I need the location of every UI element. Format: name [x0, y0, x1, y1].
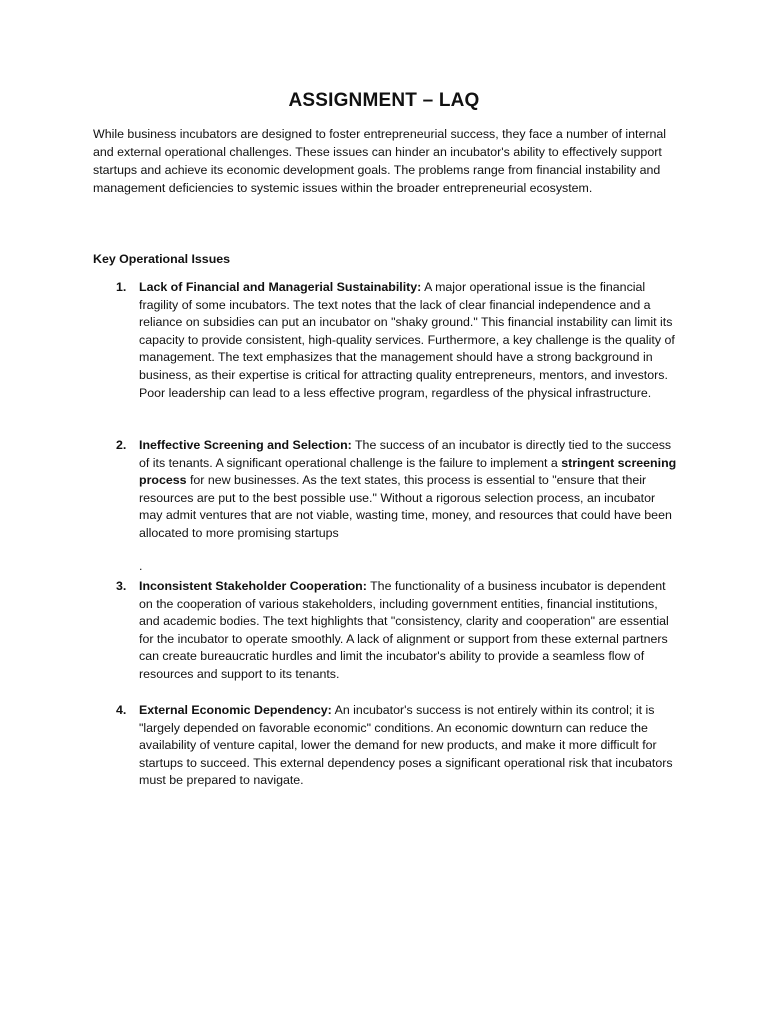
list-item-text	[139, 437, 679, 543]
list-item-text	[139, 702, 679, 790]
document-title: ASSIGNMENT – LAQ	[288, 90, 480, 111]
list-item-number: 4.	[116, 703, 127, 717]
list-item-body: The success of an incubator is directly tied to the success of its tenants. A significant operational challenge is the failure to implement a	[139, 438, 672, 470]
list-item-text	[139, 279, 679, 402]
list-item-heading: Inconsistent Stakeholder Cooperation:	[139, 579, 367, 593]
list-item-heading: External Economic Dependency:	[139, 703, 332, 717]
list-item-number: 2.	[116, 438, 127, 452]
intro-paragraph: While business incubators are designed to foster entrepreneurial success, they face a number of internal and external operational challenges. These issues can hinder an incubator's ability to effectively support startups and achieve its economic development goals. The problems range from financial instability and management deficiencies to systemic issues within the broader entrepreneurial ecosystem.	[93, 127, 667, 195]
list-item-emphasis: stringent screening process	[139, 455, 677, 488]
list-item-heading: Lack of Financial and Managerial Sustainability:	[139, 280, 422, 294]
section-heading: Key Operational Issues	[93, 252, 231, 266]
list-item-number: 1.	[116, 280, 127, 294]
list-item-body-continued: for new businesses. As the text states, this process is essential to "ensure that their resources are put to the best possible use." Without a rigorous selection process, an incubator may admit ventures that are not viable, wasting time, money, and resources that could have been allocated to more promising startups	[139, 473, 672, 540]
list-item-text	[139, 578, 679, 684]
list-item-heading: Ineffective Screening and Selection:	[139, 438, 352, 452]
list-item-number: 3.	[116, 579, 127, 593]
list-item-body: An incubator's success is not entirely within its control; it is "largely depended on favorable economic" conditions. An economic downturn can reduce the availability of venture capital, lower the demand for new products, and make it more difficult for startups to succeed. This external dependency poses a significant operational risk that incubators must be prepared to navigate.	[139, 703, 673, 788]
list-item-body: The functionality of a business incubator is dependent on the cooperation of various stakeholders, including government entities, financial institutions, and academic bodies. The text highlights that "consistency, clarity and cooperation" are essential for the incubator to operate smoothly. A lack of alignment or support from these external partners can create bureaucratic hurdles and limit the incubator's ability to provide a seamless flow of resources and support to its tenants.	[139, 579, 669, 681]
stray-period: .	[139, 559, 143, 573]
list-item-body: A major operational issue is the financial fragility of some incubators. The text notes that the lack of clear financial independence and a reliance on subsidies can put an incubator on "shaky ground." This financial instability can limit its capacity to provide consistent, high-quality services. Furthermore, a key challenge is the quality of management. The text emphasizes that the management should have a strong background in business, as their expertise is critical for attracting quality entrepreneurs, mentors, and investors. Poor leadership can lead to a less effective program, regardless of the physical infrastructure.	[139, 280, 675, 400]
